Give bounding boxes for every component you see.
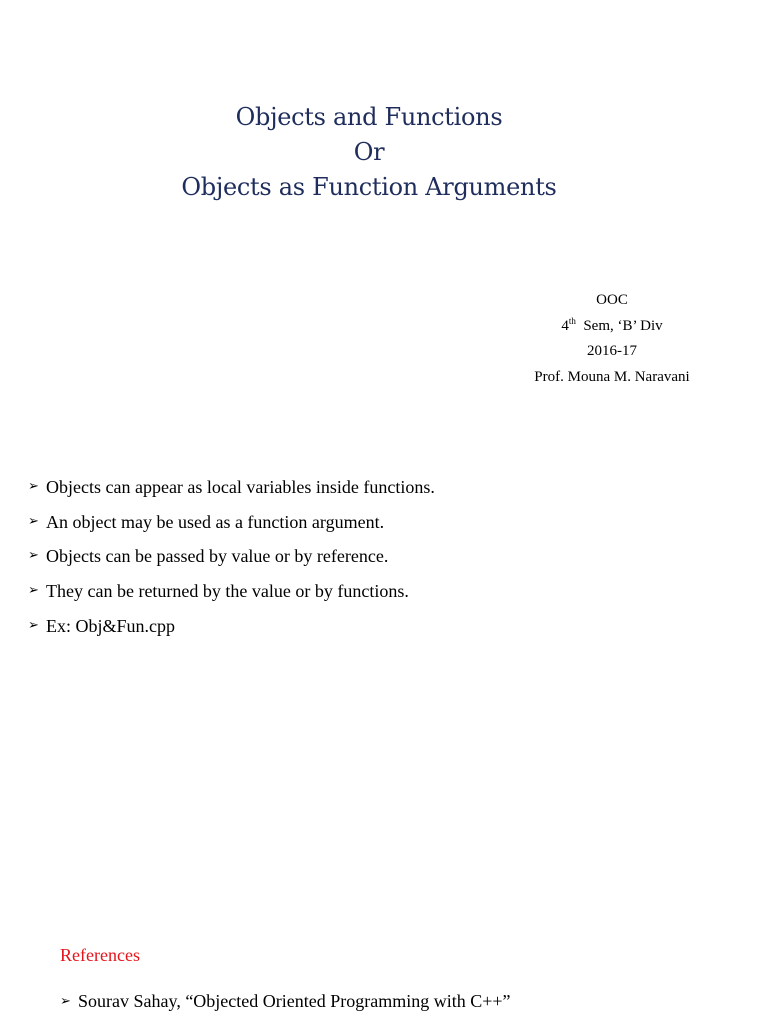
title-line-2: Or [353, 138, 385, 166]
references-heading: References [60, 945, 140, 965]
arrow-bullet-icon: ➢ [60, 994, 71, 1009]
reference-item [60, 988, 511, 1016]
arrow-bullet-icon: ➢ [28, 479, 39, 494]
list-item [28, 612, 435, 647]
semester-number: 4 [561, 317, 569, 334]
semester-division-text: Sem, ‘B’ Div [583, 317, 663, 334]
list-item [28, 473, 435, 508]
bullet-text: They can be returned by the value or by functions. [46, 581, 409, 602]
bullet-text: Ex: Obj&Fun.cpp [46, 615, 175, 636]
bullet-text: Objects can be passed by value or by reference. [46, 546, 389, 567]
semester-division [512, 314, 712, 340]
course-info [512, 288, 712, 390]
slide-title [0, 100, 738, 205]
list-item [28, 542, 435, 577]
arrow-bullet-icon: ➢ [28, 548, 39, 564]
bullet-text: An object may be used as a function argument. [46, 511, 385, 532]
semester-ordinal-suffix: th [568, 315, 576, 326]
course-name: OOC [596, 292, 628, 308]
bullet-text: Objects can appear as local variables inside functions. [46, 477, 435, 497]
professor-name: Prof. Mouna M. Naravani [534, 368, 690, 385]
list-item [28, 577, 435, 612]
list-item [28, 508, 435, 543]
academic-year: 2016-17 [587, 343, 637, 359]
title-line-3: Objects as Function Arguments [181, 173, 557, 201]
reference-text: Sourav Sahay, “Objected Oriented Programming with C++” [78, 991, 511, 1011]
arrow-bullet-icon: ➢ [28, 583, 39, 599]
arrow-bullet-icon: ➢ [28, 617, 39, 633]
title-line-1: Objects and Functions [235, 103, 503, 131]
arrow-bullet-icon: ➢ [28, 513, 39, 529]
bullet-list [28, 473, 435, 646]
